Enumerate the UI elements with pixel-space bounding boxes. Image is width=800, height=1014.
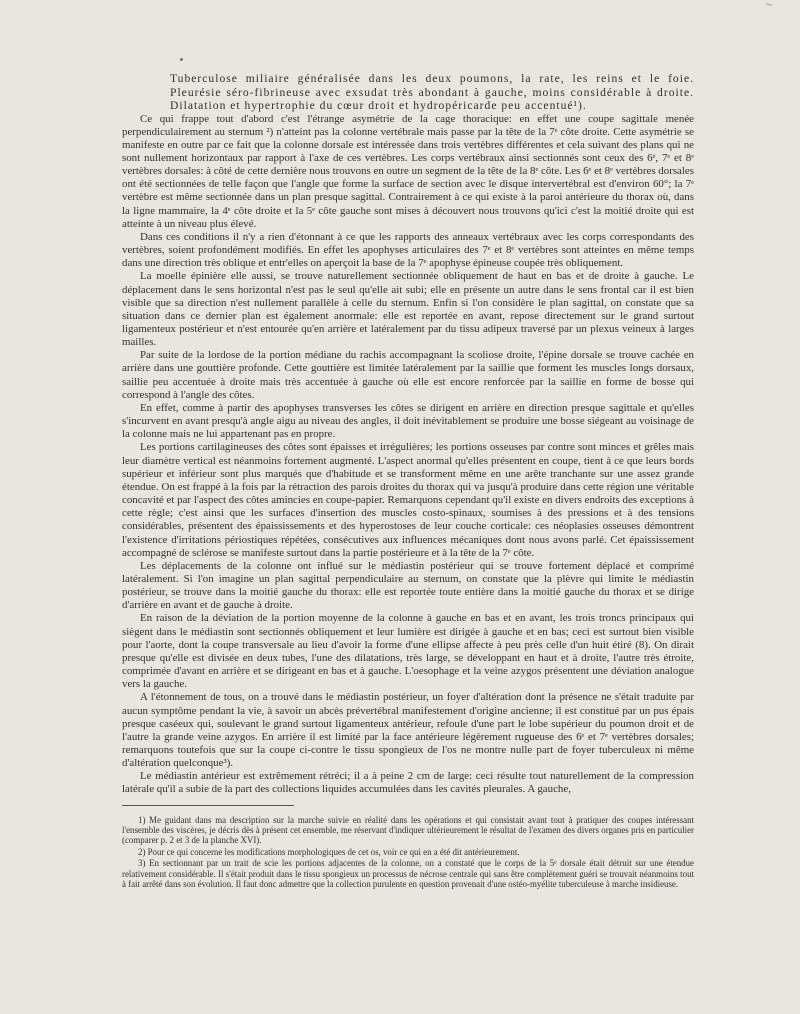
footnote-divider: [122, 805, 294, 806]
footnote-2: 2) Pour ce qui concerne les modifications morphologiques de cet os, voir ce qui en a été dit antérieurement.: [138, 846, 520, 857]
footnote-3: 3) En sectionnant par un trait de scie les portions adjacentes de la colonne, on a constaté que le corps de la 5ᵉ dorsale était détruit sur une étendue relativement considérable. Il s'était produit dans le tissu spongieux un processus de nécrose centrale qui sans être complètement guéri se trouvait néanmoins tout à fait arrêté dans son évolution. Il faut donc admettre que la collection purulente en question provenait d'une ostéo-myélite tuberculeuse à marche insidieuse.: [122, 858, 694, 890]
paragraph: En raison de la déviation de la portion moyenne de la colonne à gauche en bas et en avant, les trois troncs principaux qui siègent dans le médiastin sont sectionnés obliquement et leur lumière est dirigée à gauche et en bas; ceci est surtout bien visible pour l'aorte, dont la coupe transversale au lieu d'avoir la forme d'une ellipse affecte à peu près celle d'un huit étiré (8). On dirait presque qu'elle est divisée en deux tubes, l'une des dilatations, très large, se développant en haut et à droite, l'autre très étroite, comprimée d'avant en arrière et se dirigeant en bas et à gauche. L'oesophage et la veine azygos présentent une déviation analogue vers la gauche.: [122, 612, 694, 691]
paragraph: A l'étonnement de tous, on a trouvé dans le médiastin postérieur, un foyer d'altération dont la présence ne s'était traduite par aucun symptôme pendant la vie, à savoir un abcès prévertébral manifestement d'origine ancienne; il est constitué par un pus épais presque caséeux qui, soulevant le grand surtout ligamenteux antérieur, refoule d'une part le lobe supérieur du poumon droit et de l'autre la grande veine azygos. En arrière il est limité par la face antérieure légèrement rugueuse des 6ᵉ et 7ᵉ vertèbres dorsales; remarquons toutefois que sur la coupe ci-contre le tissu spongieux de l'os ne montre nulle part de foyer tuberculeux ni même d'altération quelconque³).: [122, 691, 694, 770]
paragraph: Les portions cartilagineuses des côtes sont épaisses et irrégulières; les portions osseuses par contre sont minces et grêles mais leur diamètre vertical est néanmoins fortement augmenté. L'aspect anormal qu'elles présentent en coupe, tient à ce que leurs bords supérieur et inférieur sont plus marqués que d'habitude et se transforment même en une arête tranchante sur une assez grande étendue. On est frappé à la fois par la rétraction des parois droites du thorax qui va jusqu'à produire dans cette région une véritable concavité et par l'aspect des côtes amincies en coupe-papier. Remarquons cependant qu'il existe en divers endroits des exceptions à cette règle; c'est ainsi que les surfaces d'insertion des muscles costo-spinaux, soumises à des pressions et à des tensions considérables, présentent des épaississements et des hyperostoses de leur couche corticale: ces néoplasies osseuses démontrent l'existence d'irritations périostiques répétées, consécutives aux influences mécaniques dont nous avons parlé. Cet épaississement accompagné de sclérose se manifeste surtout dans la partie postérieure et à la tête de la 7ᵉ côte.: [122, 441, 694, 559]
corner-mark: [766, 3, 772, 6]
footnote-1: 1) Me guidant dans ma description sur la marche suivie en réalité dans les opérations et qui consistait avant tout à pratiquer des coupes intéressant l'ensemble des viscères, je décris dès à présent cet ensemble, me réservant d'indiquer ultérieurement le résultat de l'examen des divers organes pris en particulier (comparer p. 2 et 3 de la planche XVI).: [122, 814, 694, 846]
paragraph: La moelle épinière elle aussi, se trouve naturellement sectionnée obliquement de haut en bas et de droite à gauche. Le déplacement dans le sens horizontal n'est pas le seul qu'elle ait subi; elle en présente un autre dans le sens frontal car il est bien visible que sa direction n'est nullement parallèle à celle du sternum. Enfin si l'on considère le plan sagittal, on constate que sa situation dans ce dernier plan est également anormale: elle est reportée en avant, repose directement sur le grand surtout ligamenteux postérieur et n'est entourée qu'en arrière et latéralement par du tissu adipeux traversé par un plexus veineux à larges mailles.: [122, 270, 694, 349]
printing-speck: [180, 58, 183, 61]
paragraph: En effet, comme à partir des apophyses transverses les côtes se dirigent en arrière en direction presque sagittale et qu'elles s'incurvent en avant presqu'à angle aigu au niveau des angles, il doit inévitablement se produire une bosse siégeant au voisinage de la colonne mais ne lui appartenant pas en propre.: [122, 401, 694, 441]
paragraph: Les déplacements de la colonne ont influé sur le médiastin postérieur qui se trouve fortement déplacé et comprimé latéralement. Si l'on imagine un plan sagittal perpendiculaire au sternum, on constate que la plèvre qui limite le médiastin postérieur, se trouve dans la moitié gauche du thorax: elle est reportée toute entière dans la moitié gauche du thorax et se dirige d'arrière en avant et de gauche à droite.: [122, 559, 694, 612]
paragraph: Ce qui frappe tout d'abord c'est l'étrange asymétrie de la cage thoracique: en effet une coupe sagittale menée perpendiculairement au sternum ²) n'atteint pas la colonne vertébrale mais passe par la tête de la 7ᵉ côte droite. Cette asymétrie se manifeste en outre par ce fait que la colonne dorsale est intéressée dans trois vertèbres différentes et cela suivant des plans qui ne sont nullement horizontaux par rapport à l'axe de ces vertèbres. Les corps vertébraux ainsi sectionnés sont ceux des 6ᵉ, 7ᵉ et 8ᵉ vertèbres dorsales: à côté de cette dernière nous trouvons en outre un segment de la tête de la 8ᵉ côte. Les 6ᵉ et 8ᵉ vertèbres dorsales ont été sectionnées de telle façon que l'angle que forme la surface de section avec le disque intervertébral est d'environ 60°; la 7ᵉ vertèbre est même sectionnée dans un plan presque sagittal. Contrairement à ce qui existe à la paroi antérieure du thorax où, dans la ligne mammaire, la 4ᵉ côte droite et la 5ᵉ côte gauche sont mises à découvert nous trouvons qu'ici c'est la moitié droite qui est atteinte à un niveau plus élevé.: [122, 112, 694, 230]
footnotes: [122, 815, 694, 890]
paragraph: Dans ces conditions il n'y a rien d'étonnant à ce que les rapports des anneaux vertébraux avec les corps correspondants des vertèbres, soient profondément modifiés. En effet les apophyses articulaires des 7ᵉ et 8ᵉ vertèbres sont atteintes en même temps dans une direction très oblique et entr'elles on aperçoit la base de la 7ᵉ apophyse épineuse coupée très obliquement.: [122, 230, 694, 270]
paragraph: Le médiastin antérieur est extrêmement rétréci; il a à peine 2 cm de large: ceci résulte tout naturellement de la compression latérale qu'il a subie de la part des collections liquides accumulées dans les cavités pleurales. A gauche,: [122, 770, 694, 796]
paragraph: Par suite de la lordose de la portion médiane du rachis accompagnant la scoliose droite, l'épine dorsale se trouve cachée en arrière dans une gouttière profonde. Cette gouttière est limitée latéralement par la saillie que forment les muscles longs dorsaux, saillie peu accentuée à droite mais très accentuée à gauche où elle est encore renforcée par la saillie en forme de bosse qui correspond à l'angle des côtes.: [122, 349, 694, 401]
main-text: [122, 72, 694, 797]
paragraph-diagnosis: Tuberculose miliaire généralisée dans les deux poumons, la rate, les reins et le foie. Pleurésie séro-fibrineuse avec exsudat très abondant à gauche, moins considérable à droite. Dilatation et hypertrophie du cœur droit et hydropéricarde peu accentué¹).: [170, 72, 694, 112]
